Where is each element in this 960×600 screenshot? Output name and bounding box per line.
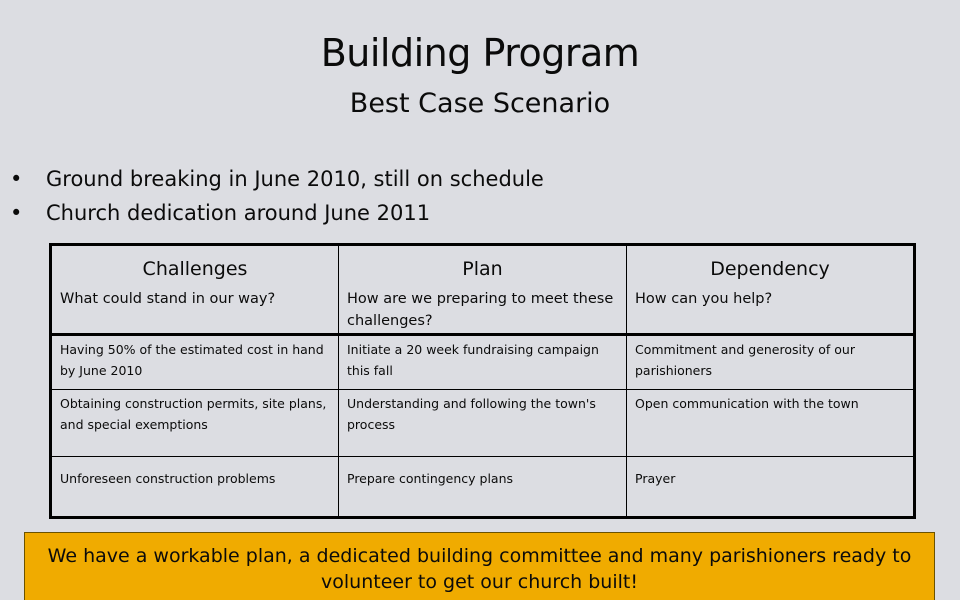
plan-table [49,243,916,519]
table-cell: Understanding and following the town's process [339,390,627,457]
slide-subtitle: Best Case Scenario [349,88,611,119]
bullet-item [10,196,544,230]
bullet-list [10,162,544,230]
header-challenges [51,245,339,335]
column-subtitle: What could stand in our way? [60,291,276,307]
bullet-dot-icon: • [10,201,23,225]
table-cell: Obtaining construction permits, site plans, and special exemptions [51,390,339,457]
column-title: Dependency [710,258,830,280]
table-cell: Prepare contingency plans [339,457,627,518]
table-cell: Commitment and generosity of our parishioners [627,335,915,390]
header-plan [339,245,627,335]
table-cell: Initiate a 20 week fundraising campaign this fall [339,335,627,390]
summary-banner: We have a workable plan, a dedicated building committee and many parishioners ready to volunteer to get our church built! [24,532,935,600]
slide-title: Building Program [320,31,640,75]
column-subtitle: How are we preparing to meet these challenges? [347,291,614,329]
table-cell: Open communication with the town [627,390,915,457]
bullet-text: Ground breaking in June 2010, still on schedule [46,167,544,191]
table-header-row [51,245,915,335]
column-subtitle: How can you help? [635,291,773,307]
table-cell: Having 50% of the estimated cost in hand by June 2010 [51,335,339,390]
bullet-dot-icon: • [10,167,23,191]
bullet-item [10,162,544,196]
column-title: Plan [462,258,503,280]
header-dependency [627,245,915,335]
bullet-text: Church dedication around June 2011 [46,201,431,225]
table-cell: Prayer [627,457,915,518]
table-cell: Unforeseen construction problems [51,457,339,518]
table-row [51,390,915,457]
table-row [51,335,915,390]
table-row [51,457,915,518]
column-title: Challenges [142,258,248,280]
